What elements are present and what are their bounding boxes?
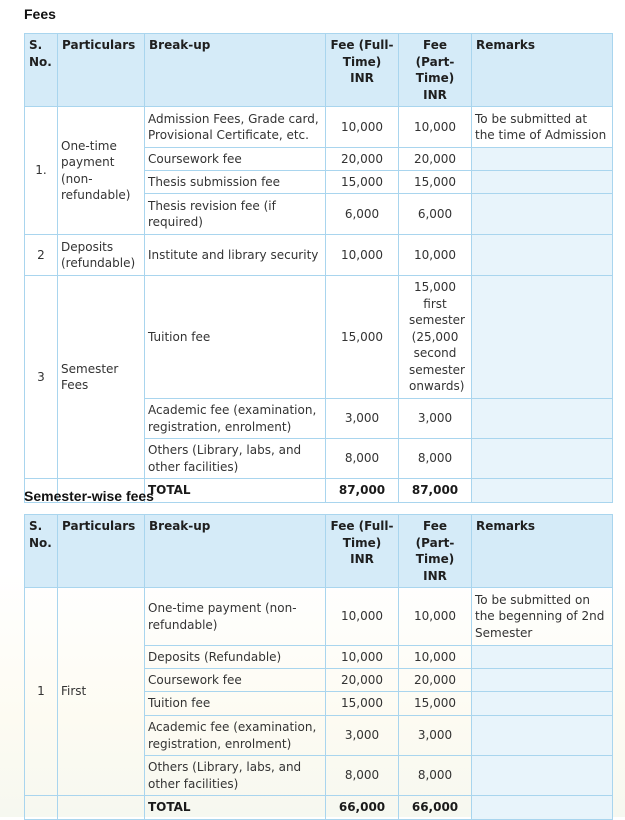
header-remarks: Remarks <box>472 34 613 107</box>
row-fee-part: 3,000 <box>399 716 472 756</box>
semester-fees-section-title: Semester-wise fees <box>24 488 154 504</box>
row-remarks: To be submitted on the begenning of 2nd Semester <box>472 588 613 646</box>
row-fee-part: 6,000 <box>399 194 472 235</box>
table-row <box>25 588 613 646</box>
row-breakup: Deposits (Refundable) <box>145 646 326 669</box>
row-fee-full: 3,000 <box>326 716 399 756</box>
row-fee-part: 3,000 <box>399 399 472 439</box>
row-particulars: Semester Fees <box>58 276 145 479</box>
semester-fees-header-row <box>25 515 613 588</box>
row-particulars: Deposits (refundable) <box>58 235 145 276</box>
row-breakup: Tuition fee <box>145 276 326 399</box>
table-row <box>25 235 613 276</box>
header-sno: S. No. <box>25 515 58 588</box>
row-fee-part: 10,000 <box>399 107 472 148</box>
row-remarks <box>472 669 613 692</box>
row-remarks <box>472 276 613 399</box>
row-remarks <box>472 235 613 276</box>
row-fee-part: 15,000 <box>399 171 472 194</box>
row-fee-part: 10,000 <box>399 588 472 646</box>
row-sno: 1. <box>25 107 58 235</box>
fees-table <box>24 33 613 503</box>
row-breakup: Thesis revision fee (if required) <box>145 194 326 235</box>
row-fee-full: 8,000 <box>326 756 399 796</box>
row-remarks <box>472 756 613 796</box>
row-fee-part: 8,000 <box>399 439 472 479</box>
total-fee-full: 87,000 <box>326 479 399 503</box>
total-remarks-cell <box>472 796 613 820</box>
row-fee-full: 20,000 <box>326 148 399 171</box>
header-particulars: Particulars <box>58 515 145 588</box>
fees-section-title: Fees <box>24 6 56 22</box>
row-breakup: Admission Fees, Grade card, Provisional Certificate, etc. <box>145 107 326 148</box>
total-remarks-cell <box>472 479 613 503</box>
table-row <box>25 107 613 148</box>
header-breakup: Break-up <box>145 34 326 107</box>
row-fee-full: 6,000 <box>326 194 399 235</box>
header-breakup: Break-up <box>145 515 326 588</box>
row-fee-full: 10,000 <box>326 588 399 646</box>
row-remarks <box>472 399 613 439</box>
fees-header-row <box>25 34 613 107</box>
row-fee-part: 10,000 <box>399 235 472 276</box>
row-remarks <box>472 148 613 171</box>
row-remarks: To be submitted at the time of Admission <box>472 107 613 148</box>
row-sno: 2 <box>25 235 58 276</box>
row-breakup: Tuition fee <box>145 692 326 716</box>
header-fee-part: Fee (Part-Time) INR <box>399 34 472 107</box>
row-fee-full: 10,000 <box>326 107 399 148</box>
row-sno: 1 <box>25 588 58 796</box>
row-breakup: Coursework fee <box>145 669 326 692</box>
row-fee-part: 8,000 <box>399 756 472 796</box>
total-label: TOTAL <box>145 796 326 820</box>
row-remarks <box>472 439 613 479</box>
total-fee-part: 66,000 <box>399 796 472 820</box>
row-fee-part: 10,000 <box>399 646 472 669</box>
header-fee-full: Fee (Full-Time) INR <box>326 515 399 588</box>
row-sno: 3 <box>25 276 58 479</box>
row-remarks <box>472 171 613 194</box>
row-remarks <box>472 692 613 716</box>
row-remarks <box>472 716 613 756</box>
row-fee-full: 10,000 <box>326 646 399 669</box>
row-fee-part: 15,000 <box>399 692 472 716</box>
row-remarks <box>472 646 613 669</box>
row-breakup: Coursework fee <box>145 148 326 171</box>
header-particulars: Particulars <box>58 34 145 107</box>
row-fee-full: 20,000 <box>326 669 399 692</box>
total-fee-full: 66,000 <box>326 796 399 820</box>
row-fee-full: 8,000 <box>326 439 399 479</box>
row-breakup: Institute and library security <box>145 235 326 276</box>
row-fee-part: 20,000 <box>399 148 472 171</box>
row-particulars: First <box>58 588 145 796</box>
total-fee-part: 87,000 <box>399 479 472 503</box>
table-row <box>25 276 613 399</box>
total-sno-cell <box>25 796 58 820</box>
row-breakup: Others (Library, labs, and other facilities) <box>145 439 326 479</box>
row-fee-part: 20,000 <box>399 669 472 692</box>
row-particulars: One-time payment (non-refundable) <box>58 107 145 235</box>
total-row <box>25 796 613 820</box>
row-breakup: Academic fee (examination, registration, enrolment) <box>145 399 326 439</box>
header-fee-part: Fee (Part-Time) INR <box>399 515 472 588</box>
row-breakup: Academic fee (examination, registration, enrolment) <box>145 716 326 756</box>
row-fee-full: 15,000 <box>326 171 399 194</box>
row-remarks <box>472 194 613 235</box>
row-fee-full: 15,000 <box>326 276 399 399</box>
row-fee-full: 3,000 <box>326 399 399 439</box>
header-sno: S. No. <box>25 34 58 107</box>
header-remarks: Remarks <box>472 515 613 588</box>
row-breakup: One-time payment (non-refundable) <box>145 588 326 646</box>
row-fee-part: 15,000 first semester (25,000 second semester onwards) <box>399 276 472 399</box>
total-particulars-cell <box>58 796 145 820</box>
row-fee-full: 15,000 <box>326 692 399 716</box>
row-breakup: Thesis submission fee <box>145 171 326 194</box>
header-fee-full: Fee (Full-Time) INR <box>326 34 399 107</box>
row-fee-full: 10,000 <box>326 235 399 276</box>
row-breakup: Others (Library, labs, and other facilities) <box>145 756 326 796</box>
semester-fees-table <box>24 514 613 820</box>
total-label: TOTAL <box>145 479 326 503</box>
